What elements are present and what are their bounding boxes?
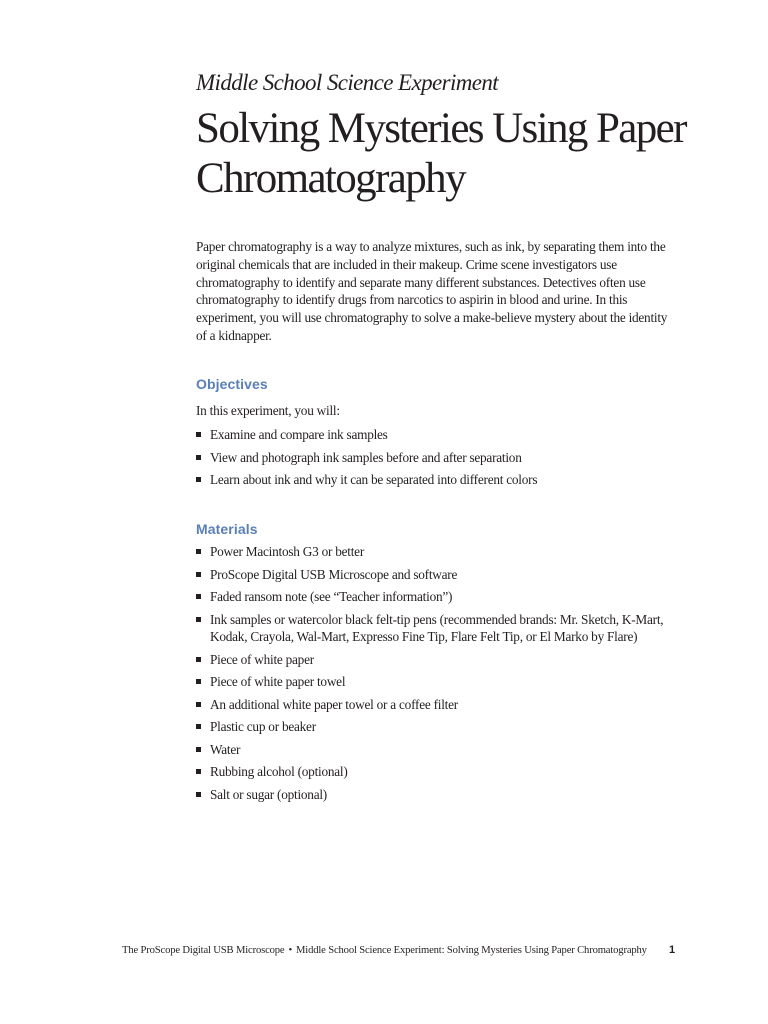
list-item — [196, 651, 676, 669]
list-item — [196, 588, 676, 606]
list-item-text: Examine and compare ink samples — [210, 427, 388, 442]
bullet-icon — [196, 679, 201, 684]
list-item-text: Learn about ink and why it can be separated into different colors — [210, 472, 538, 487]
objectives-lead: In this experiment, you will: — [196, 403, 340, 418]
list-item-text: Rubbing alcohol (optional) — [210, 764, 348, 779]
list-item — [196, 696, 676, 714]
list-item-text: Water — [210, 741, 241, 757]
list-item-text: Faded ransom note (see “Teacher information”) — [210, 589, 453, 604]
bullet-icon — [196, 572, 201, 577]
list-item-text: Ink samples or watercolor black felt-tip pens (recommended brands: Mr. Sketch, K-Mart, Kodak, Crayola, Wal-Mart, Expresso Fine Tip, Flare Felt Tip, or El Marko by Flare) — [210, 611, 664, 644]
list-item — [196, 566, 676, 584]
list-item-text: Piece of white paper towel — [210, 674, 346, 689]
materials-list — [196, 543, 676, 808]
list-item-text: Salt or sugar (optional) — [210, 786, 327, 802]
list-item — [196, 763, 676, 781]
list-item-text: Power Macintosh G3 or better — [210, 544, 365, 559]
list-item-text: An additional white paper towel or a coffee filter — [210, 696, 458, 712]
materials-heading: Materials — [196, 521, 258, 537]
bullet-icon — [196, 792, 201, 797]
bullet-icon — [196, 769, 201, 774]
footer-separator: • — [288, 945, 293, 956]
page-footer — [122, 945, 677, 956]
list-item — [196, 449, 676, 467]
list-item — [196, 741, 676, 759]
bullet-icon — [196, 455, 201, 460]
list-item-text: Piece of white paper — [210, 651, 314, 667]
bullet-icon — [196, 724, 201, 729]
intro-paragraph: Paper chromatography is a way to analyze mixtures, such as ink, by separating them into the original chemicals that are included in their makeup. Crime scene investigators use chromatography to identify and separate many different substances. Detectives often use chromatography to identify drugs from narcotics to aspirin in blood and urine. In this experiment, you will use chromatography to solve a make-believe mystery about the identity of a kidnapper. — [196, 239, 668, 343]
document-supertitle: Middle School Science Experiment — [196, 70, 499, 95]
list-item — [196, 543, 676, 561]
list-item — [196, 426, 676, 444]
list-item — [196, 471, 676, 489]
bullet-icon — [196, 702, 201, 707]
document-title: Solving Mysteries Using Paper Chromatography — [196, 105, 686, 202]
list-item-text: View and photograph ink samples before and after separation — [210, 449, 522, 465]
footer-left-text: The ProScope Digital USB Microscope — [122, 945, 285, 956]
list-item-text: Plastic cup or beaker — [210, 719, 316, 734]
bullet-icon — [196, 657, 201, 662]
bullet-icon — [196, 549, 201, 554]
bullet-icon — [196, 617, 201, 622]
objectives-list — [196, 426, 676, 494]
list-item-text: ProScope Digital USB Microscope and software — [210, 566, 458, 582]
page-number: 1 — [669, 944, 676, 956]
list-item — [196, 611, 676, 646]
bullet-icon — [196, 432, 201, 437]
footer-right-text: Middle School Science Experiment: Solving Mysteries Using Paper Chromatography — [296, 945, 647, 956]
list-item — [196, 718, 676, 736]
bullet-icon — [196, 747, 201, 752]
bullet-icon — [196, 477, 201, 482]
list-item — [196, 673, 676, 691]
bullet-icon — [196, 594, 201, 599]
objectives-heading: Objectives — [196, 376, 268, 392]
list-item — [196, 786, 676, 804]
